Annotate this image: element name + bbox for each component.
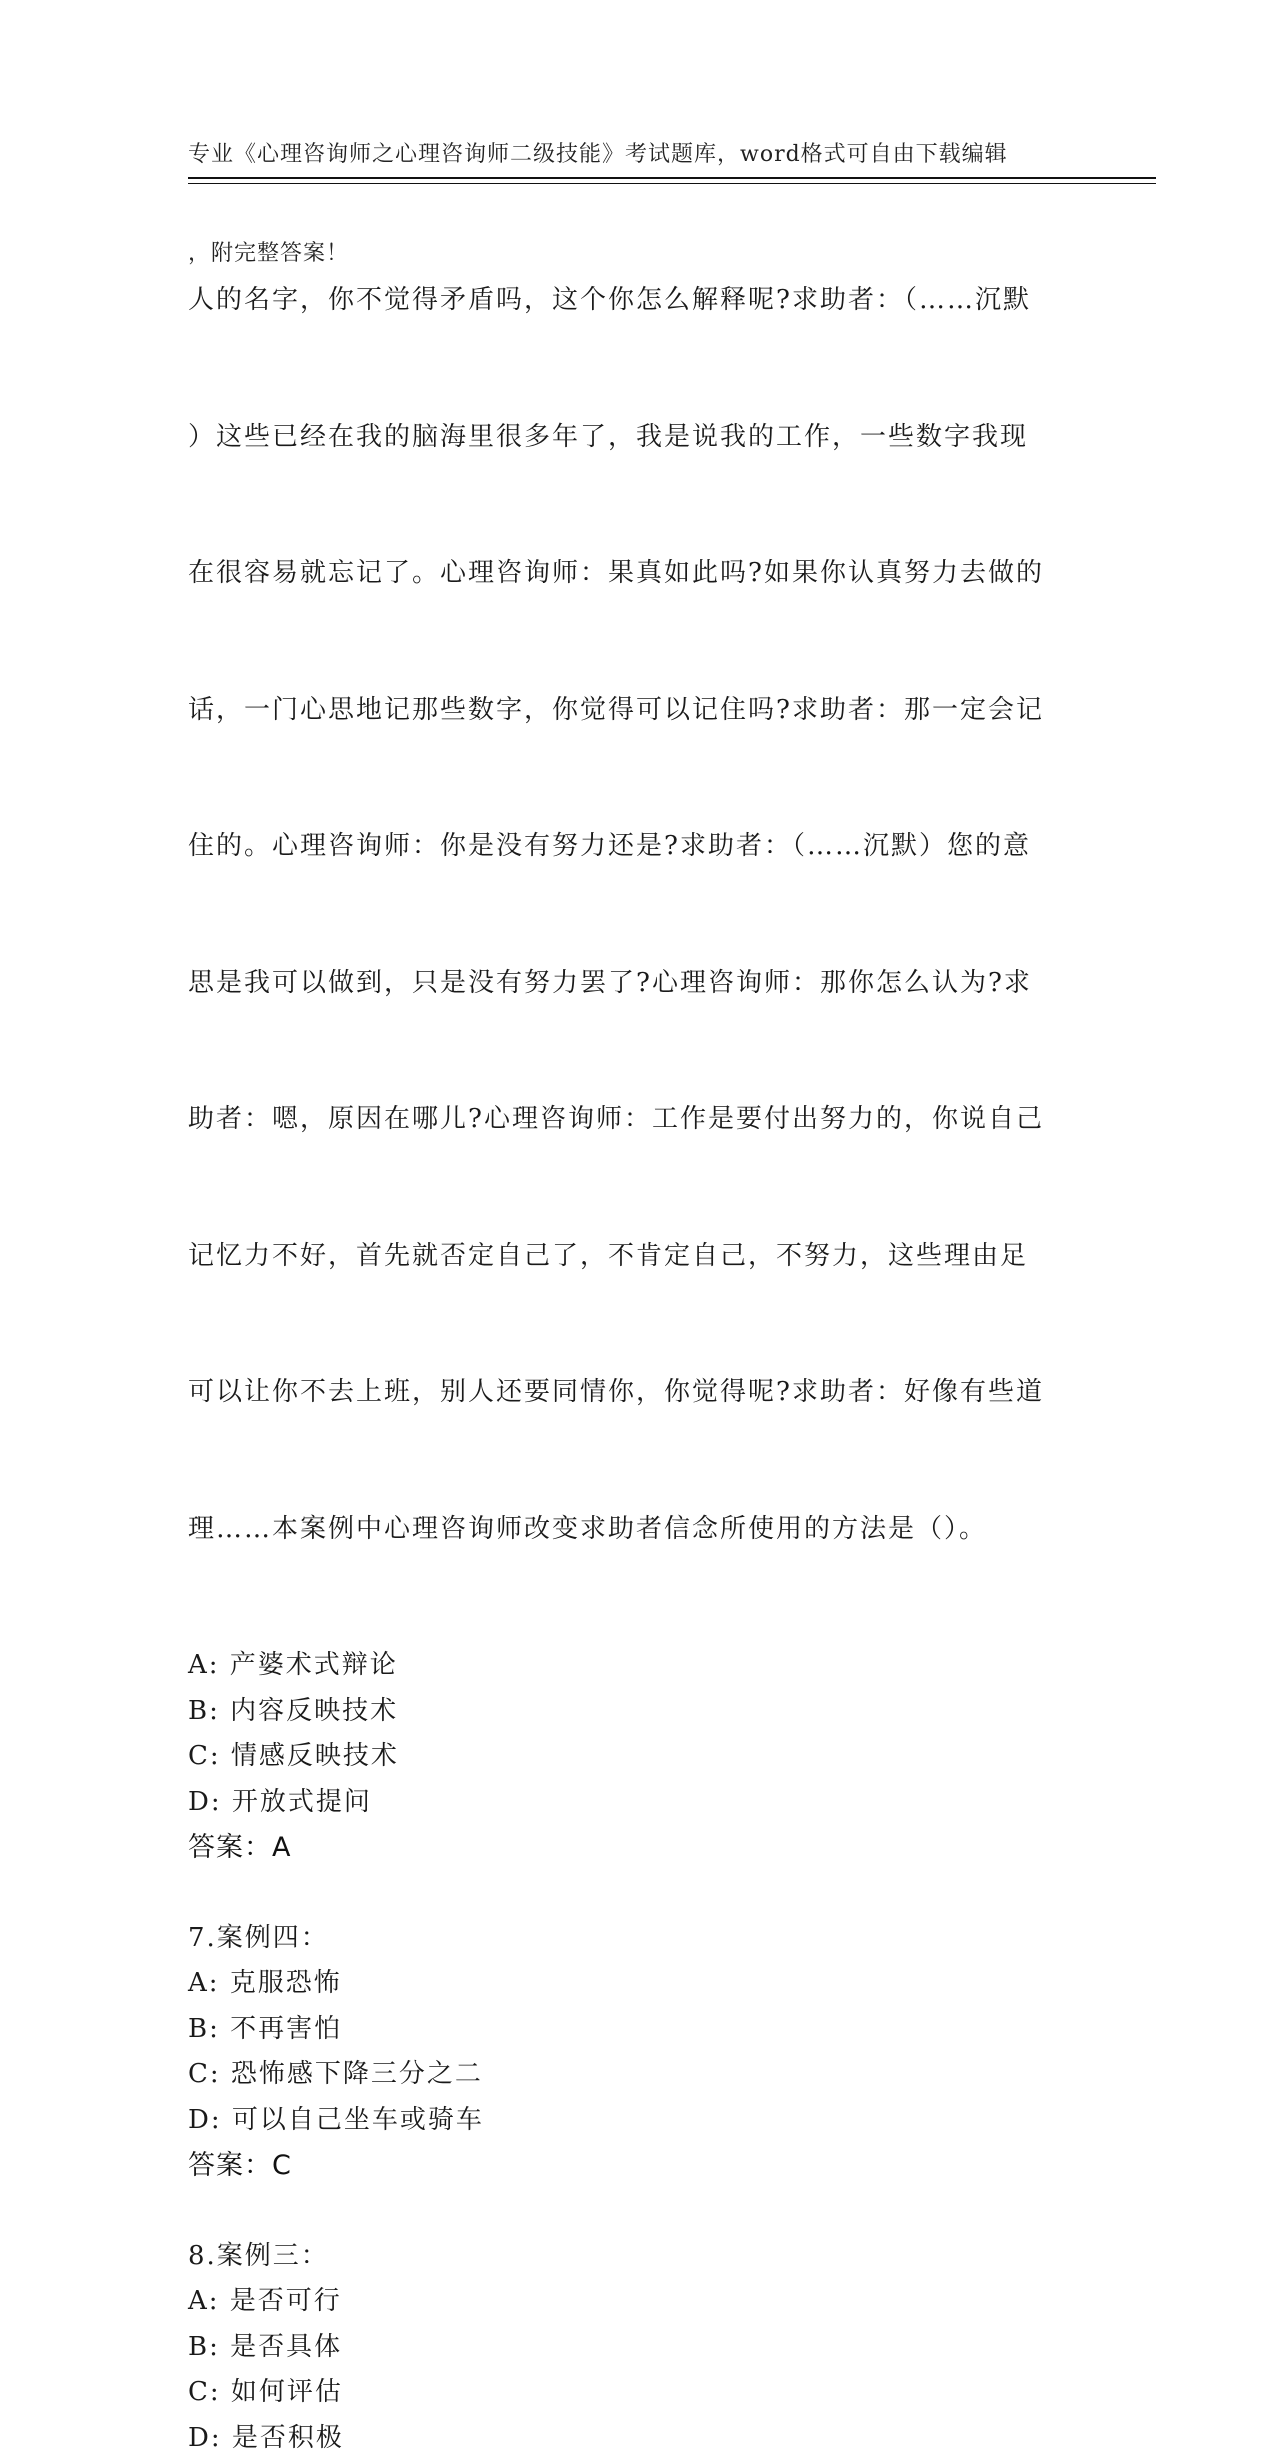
question-6-answer: 答案：A	[188, 1825, 1068, 1871]
document-body	[188, 187, 1068, 2461]
question-8	[188, 2234, 1068, 2461]
passage-line: 助者：嗯，原因在哪儿?心理咨询师：工作是要付出努力的，你说自己	[188, 1097, 1068, 1143]
case-passage	[188, 187, 1068, 1643]
question-7	[188, 1916, 1068, 2189]
option-c: C: 如何评估	[188, 2370, 1068, 2416]
option-c: C: 情感反映技术	[188, 1734, 1068, 1780]
spacer	[188, 1871, 1068, 1916]
header-divider-thin	[188, 183, 1156, 184]
passage-line: 可以让你不去上班，别人还要同情你，你觉得呢?求助者：好像有些道	[188, 1370, 1068, 1416]
passage-line: ）这些已经在我的脑海里很多年了，我是说我的工作，一些数字我现	[188, 415, 1068, 461]
question-7-title: 7.案例四：	[188, 1916, 1068, 1962]
option-a: A: 克服恐怖	[188, 1961, 1068, 2007]
option-d: D: 可以自己坐车或骑车	[188, 2098, 1068, 2144]
passage-line: 人的名字，你不觉得矛盾吗，这个你怎么解释呢?求助者：（……沉默	[188, 278, 1068, 324]
spacer	[188, 2189, 1068, 2234]
option-a: A: 产婆术式辩论	[188, 1643, 1068, 1689]
header-line-2: ，附完整答案！	[188, 237, 1068, 270]
passage-line: 在很容易就忘记了。心理咨询师：果真如此吗?如果你认真努力去做的	[188, 551, 1068, 597]
option-b: B: 不再害怕	[188, 2007, 1068, 2053]
passage-line: 理……本案例中心理咨询师改变求助者信念所使用的方法是（）。	[188, 1507, 1068, 1553]
passage-line: 思是我可以做到，只是没有努力罢了?心理咨询师：那你怎么认为?求	[188, 961, 1068, 1007]
question-6-options	[188, 1643, 1068, 1825]
option-c: C: 恐怖感下降三分之二	[188, 2052, 1068, 2098]
option-b: B: 内容反映技术	[188, 1689, 1068, 1735]
option-b: B: 是否具体	[188, 2325, 1068, 2371]
header-line-1: 专业《心理咨询师之心理咨询师二级技能》考试题库，word格式可自由下载编辑	[188, 138, 1068, 171]
option-d: D: 开放式提问	[188, 1780, 1068, 1826]
question-8-title: 8.案例三：	[188, 2234, 1068, 2280]
passage-line: 记忆力不好，首先就否定自己了，不肯定自己，不努力，这些理由足	[188, 1234, 1068, 1280]
question-7-answer: 答案：C	[188, 2143, 1068, 2189]
passage-line: 住的。心理咨询师：你是没有努力还是?求助者：（……沉默）您的意	[188, 824, 1068, 870]
passage-line: 话，一门心思地记那些数字，你觉得可以记住吗?求助者：那一定会记	[188, 688, 1068, 734]
option-d: D: 是否积极	[188, 2416, 1068, 2461]
option-a: A: 是否可行	[188, 2279, 1068, 2325]
header-divider-thick	[188, 177, 1156, 179]
